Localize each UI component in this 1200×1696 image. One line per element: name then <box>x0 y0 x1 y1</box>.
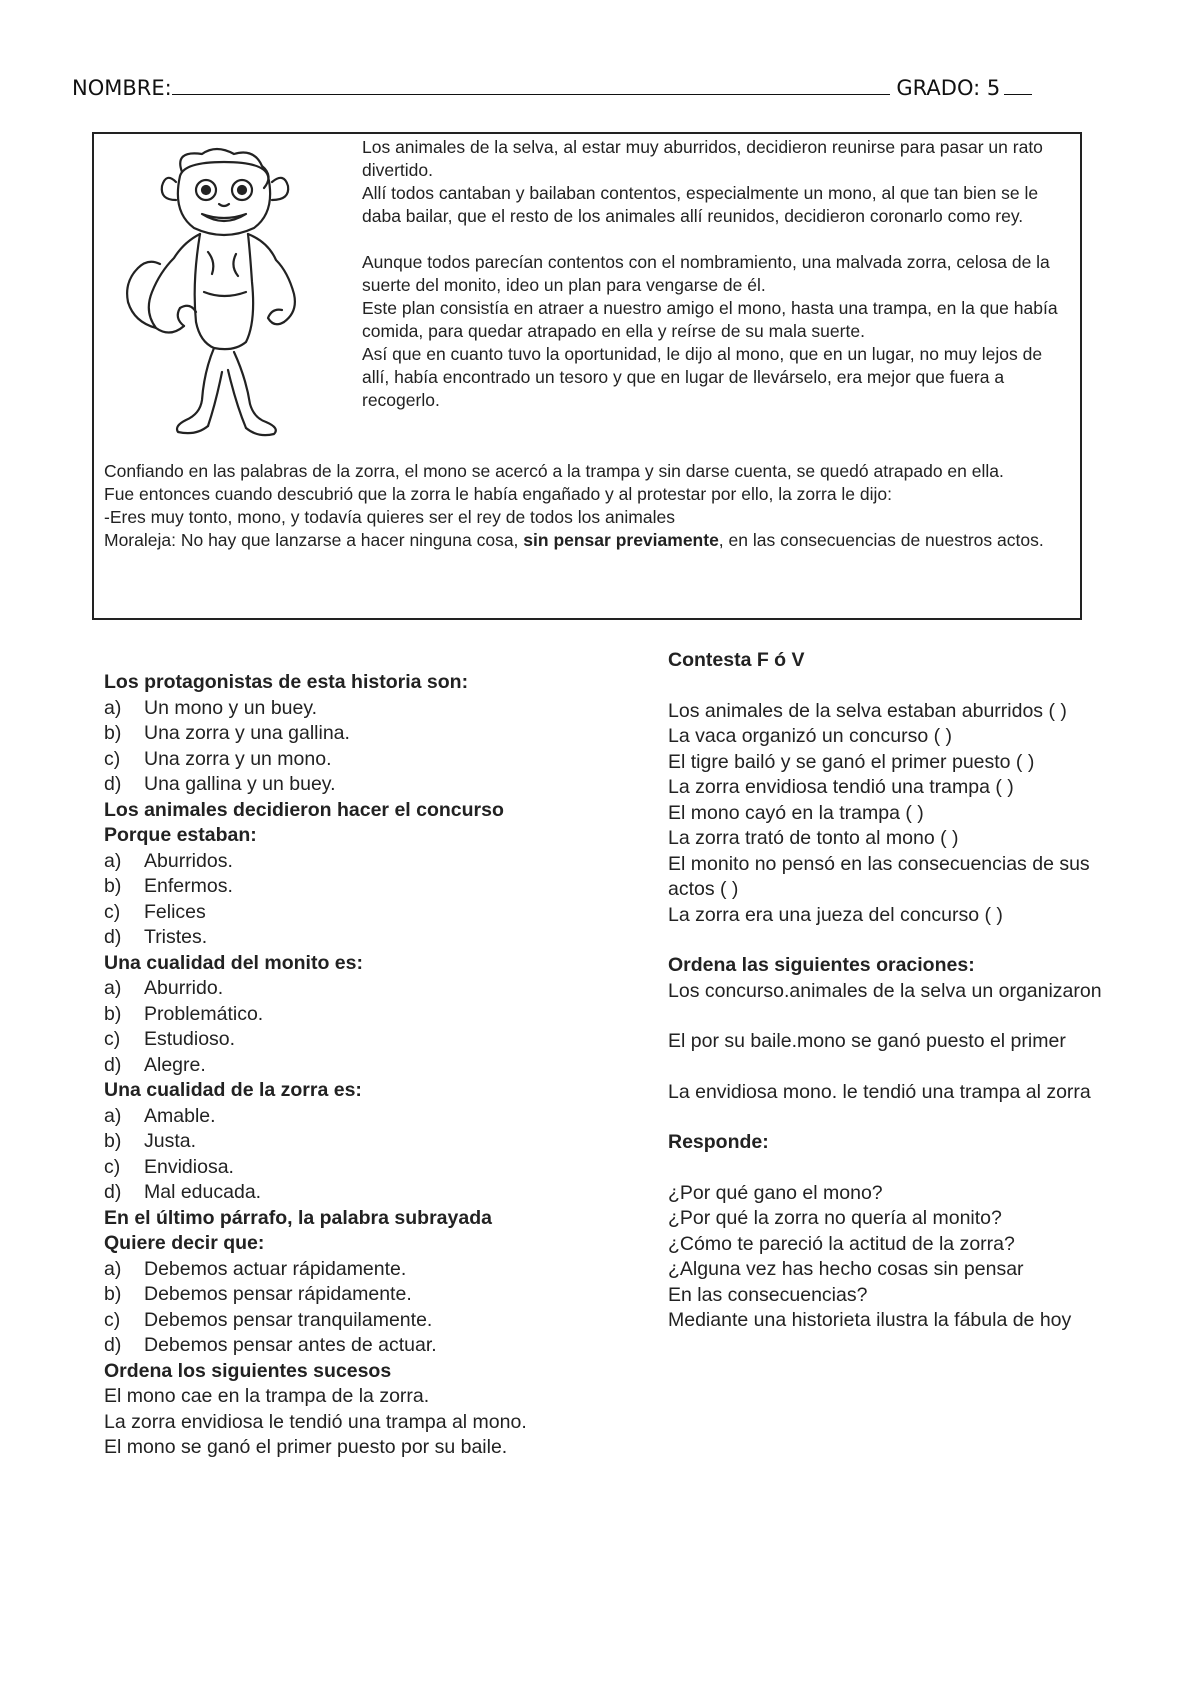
answer-option[interactable] <box>104 696 664 722</box>
sequence-line: La zorra envidiosa le tendió una trampa al mono. <box>104 1410 527 1433</box>
option-letter: d) <box>104 926 122 948</box>
respond-title: Responde: <box>668 1131 769 1153</box>
option-letter: a) <box>104 977 122 999</box>
tf-statement[interactable]: La zorra envidiosa tendió una trampa ( ) <box>668 776 1014 798</box>
option-letter: a) <box>104 696 122 719</box>
sequence-line: El mono se ganó el primer puesto por su baile. <box>104 1436 508 1458</box>
option-text: Debemos pensar rápidamente. <box>144 1283 412 1305</box>
question-1: Los protagonistas de esta historia son: <box>104 671 469 693</box>
answer-option[interactable] <box>104 900 664 926</box>
open-question: ¿Por qué gano el mono? <box>668 1181 883 1204</box>
option-letter: b) <box>104 875 122 897</box>
question-5-cont: Quiere decir que: <box>104 1232 265 1254</box>
option-letter: c) <box>104 1028 121 1050</box>
story-line: Confiando en las palabras de la zorra, el mono se acercó a la trampa y sin darse cuenta, se quedó atrapado en ella. <box>104 461 1004 481</box>
scrambled-sentence: Los concurso.animales de la selva un organizaron <box>668 979 1102 1002</box>
answer-option[interactable] <box>104 1257 664 1283</box>
scrambled-sentence: El por su baile.mono se ganó puesto el primer <box>668 1030 1066 1052</box>
sequence-line: El mono cae en la trampa de la zorra. <box>104 1385 430 1407</box>
option-text: Alegre. <box>144 1053 206 1076</box>
option-text: Una gallina y un buey. <box>144 773 336 795</box>
option-letter: d) <box>104 1181 122 1203</box>
answer-option[interactable] <box>104 1282 664 1308</box>
name-label: NOMBRE: <box>72 76 172 100</box>
answer-option[interactable] <box>104 1180 664 1206</box>
answer-option[interactable] <box>104 1129 664 1155</box>
option-letter: d) <box>104 1053 122 1076</box>
question-5: En el último párrafo, la palabra subrayada <box>104 1206 492 1229</box>
open-question: En las consecuencias? <box>668 1283 868 1306</box>
option-text: Una zorra y un mono. <box>144 747 332 770</box>
story-line: Allí todos cantaban y bailaban contentos, especialmente un mono, al que tan bien se le daba bailar, que el resto de los animales allí reunidos, decidieron coronarlo como rey. <box>362 183 1039 226</box>
header <box>72 74 1072 100</box>
tf-statement[interactable]: El mono cayó en la trampa ( ) <box>668 801 924 824</box>
answer-option[interactable] <box>104 849 664 875</box>
option-text: Debemos actuar rápidamente. <box>144 1257 407 1280</box>
answer-option[interactable] <box>104 1104 664 1130</box>
option-text: Debemos pensar tranquilamente. <box>144 1308 433 1331</box>
tf-statement[interactable]: La vaca organizó un concurso ( ) <box>668 725 952 747</box>
order-title: Ordena las siguientes oraciones: <box>668 954 975 976</box>
option-letter: a) <box>104 849 122 872</box>
story-top-text <box>362 136 1074 412</box>
option-text: Aburridos. <box>144 849 233 872</box>
story-box <box>92 132 1082 620</box>
option-letter: c) <box>104 1155 121 1178</box>
answer-option[interactable] <box>104 874 664 900</box>
q5-options <box>104 1257 664 1359</box>
story-bottom-text <box>104 460 1072 552</box>
q3-options <box>104 976 664 1078</box>
option-text: Debemos pensar antes de actuar. <box>144 1334 437 1356</box>
answer-option[interactable] <box>104 747 664 773</box>
open-question: ¿Cómo te pareció la actitud de la zorra? <box>668 1232 1015 1255</box>
option-text: Felices <box>144 900 206 923</box>
option-text: Una zorra y una gallina. <box>144 722 350 744</box>
tf-statement[interactable]: Los animales de la selva estaban aburridos ( ) <box>668 699 1067 722</box>
option-letter: b) <box>104 1283 122 1305</box>
open-question: Mediante una historieta ilustra la fábula de hoy <box>668 1309 1072 1331</box>
option-letter: a) <box>104 1104 122 1127</box>
option-letter: b) <box>104 722 122 744</box>
tf-statement[interactable]: El monito no pensó en las consecuencias de sus actos ( ) <box>668 852 1090 900</box>
option-letter: c) <box>104 1308 121 1331</box>
option-letter: c) <box>104 900 121 923</box>
option-text: Un mono y un buey. <box>144 696 318 719</box>
moral-bold: sin pensar previamente <box>523 530 719 550</box>
answer-option[interactable] <box>104 1053 664 1079</box>
question-2-cont: Porque estaban: <box>104 824 257 846</box>
option-letter: d) <box>104 773 122 795</box>
option-text: Aburrido. <box>144 977 224 999</box>
answer-option[interactable] <box>104 1308 664 1334</box>
tf-statement[interactable]: La zorra trató de tonto al mono ( ) <box>668 827 959 849</box>
story-line: Fue entonces cuando descubrió que la zorra le había engañado y al protestar por ello, la zorra le dijo: <box>104 484 892 504</box>
q2-options <box>104 849 664 951</box>
option-text: Tristes. <box>144 926 208 948</box>
true-false-title: Contesta F ó V <box>668 649 805 671</box>
option-text: Enfermos. <box>144 875 233 897</box>
story-line: -Eres muy tonto, mono, y todavía quieres ser el rey de todos los animales <box>104 507 675 527</box>
grade-label: GRADO: 5 <box>896 76 1001 100</box>
question-2: Los animales decidieron hacer el concurso <box>104 798 504 821</box>
question-6: Ordena los siguientes sucesos <box>104 1359 392 1382</box>
open-question: ¿Alguna vez has hecho cosas sin pensar <box>668 1258 1024 1280</box>
answer-option[interactable] <box>104 1333 664 1359</box>
option-text: Problemático. <box>144 1002 264 1025</box>
q1-options <box>104 696 664 798</box>
left-column <box>104 670 664 1461</box>
answer-option[interactable] <box>104 925 664 951</box>
question-4: Una cualidad de la zorra es: <box>104 1079 362 1101</box>
option-text: Estudioso. <box>144 1028 236 1050</box>
story-line: Así que en cuanto tuvo la oportunidad, le dijo al mono, que en un lugar, no muy lejos de allí, había encontrado un tesoro y que en lugar de llevárselo, era mejor que fuera a recogerlo. <box>362 344 1043 410</box>
option-letter: a) <box>104 1257 122 1280</box>
answer-option[interactable] <box>104 1027 664 1053</box>
option-text: Mal educada. <box>144 1181 262 1203</box>
q4-options <box>104 1104 664 1206</box>
option-text: Justa. <box>144 1130 197 1152</box>
answer-option[interactable] <box>104 1002 664 1028</box>
question-3: Una cualidad del monito es: <box>104 951 363 974</box>
story-line: Aunque todos parecían contentos con el nombramiento, una malvada zorra, celosa de la suerte del monito, ideo un plan para vengarse de él. <box>362 252 1050 295</box>
option-text: Envidiosa. <box>144 1155 234 1178</box>
option-letter: c) <box>104 747 121 770</box>
answer-option[interactable] <box>104 1155 664 1181</box>
monkey-illustration-icon <box>104 142 344 442</box>
option-letter: b) <box>104 1130 122 1152</box>
right-column <box>668 648 1108 1334</box>
tf-statement[interactable]: La zorra era una jueza del concurso ( ) <box>668 903 1003 926</box>
answer-option[interactable] <box>104 721 664 747</box>
answer-option[interactable] <box>104 976 664 1002</box>
option-letter: d) <box>104 1334 122 1356</box>
option-text: Amable. <box>144 1104 216 1127</box>
scrambled-sentence: La envidiosa mono. le tendió una trampa al zorra <box>668 1080 1091 1103</box>
moral: Moraleja: No hay que lanzarse a hacer ninguna cosa, sin pensar previamente, en las consecuencias de nuestros actos. <box>104 530 1044 550</box>
tf-statement[interactable]: El tigre bailó y se ganó el primer puesto ( ) <box>668 750 1035 773</box>
story-line: Este plan consistía en atraer a nuestro amigo el mono, hasta una trampa, en la que había comida, para quedar atrapado en ella y reírse de su mala suerte. <box>362 298 1058 341</box>
answer-option[interactable] <box>104 772 664 798</box>
name-blank[interactable] <box>172 74 890 95</box>
story-line: Los animales de la selva, al estar muy aburridos, decidieron reunirse para pasar un rato divertido. <box>362 137 1043 180</box>
open-question: ¿Por qué la zorra no quería al monito? <box>668 1207 1002 1229</box>
grade-blank[interactable] <box>1004 74 1032 95</box>
option-letter: b) <box>104 1002 122 1025</box>
